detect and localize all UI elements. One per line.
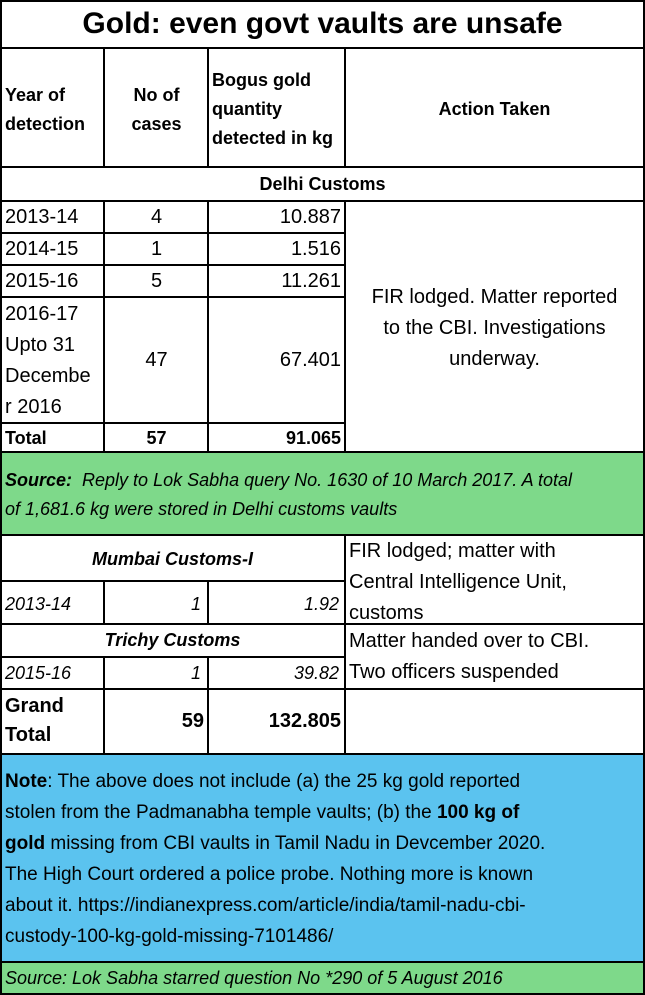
- rule: [0, 200, 645, 202]
- delhi-row-year: 2015-16: [5, 270, 79, 292]
- mumbai-row-year: 2013-14: [5, 594, 72, 614]
- delhi-row-cases: 5: [150, 270, 163, 292]
- rule: [0, 753, 645, 755]
- rule: [0, 232, 345, 234]
- delhi-row-year: 2013-14: [5, 206, 79, 228]
- note-line: The High Court ordered a police probe. Nothing more is known: [5, 864, 534, 885]
- action-line: Central Intelligence Unit,: [349, 571, 567, 593]
- grand-total-cases: 59: [181, 710, 204, 732]
- note-url-line[interactable]: about it. https://indianexpress.com/article/india/tamil-nadu-cbi-: [5, 895, 526, 916]
- grand-total-line: Grand: [5, 695, 64, 717]
- header-qty-line: detected in kg: [212, 128, 334, 148]
- delhi-total-label: Total: [5, 428, 47, 448]
- trichy-row-qty: 39.82: [293, 663, 339, 683]
- header-qty-line: Bogus gold: [212, 70, 311, 90]
- trichy-row-cases: 1: [190, 663, 201, 683]
- source1-line: Reply to Lok Sabha query No. 1630 of 10 March 2017. A total: [72, 470, 573, 490]
- delhi-row-qty: 1.516: [290, 238, 341, 260]
- note-line: stolen from the Padmanabha temple vaults; (b) the: [5, 802, 437, 823]
- source1-line: of 1,681.6 kg were stored in Delhi customs vaults: [5, 499, 398, 519]
- rule: [0, 656, 345, 658]
- rule: [0, 296, 345, 298]
- rule: [0, 264, 345, 266]
- note-line: : The above does not include (a) the 25 kg gold reported: [47, 771, 521, 792]
- delhi-row-year: 2014-15: [5, 238, 79, 260]
- delhi-row-qty: 67.401: [279, 349, 341, 371]
- mumbai-heading: Mumbai Customs-I: [91, 549, 253, 569]
- source1-text: [5, 466, 572, 524]
- delhi-total-cases: 57: [146, 428, 167, 448]
- note-emphasis: gold: [5, 833, 46, 854]
- trichy-action: [349, 626, 589, 688]
- header-cases: [105, 81, 208, 139]
- mumbai-action: [349, 536, 567, 629]
- note-text: [5, 766, 545, 952]
- header-qty-line: quantity: [212, 99, 282, 119]
- delhi-row-year: [5, 299, 91, 423]
- action-line: Two officers suspended: [349, 661, 559, 683]
- note-label: Note: [5, 771, 48, 792]
- note-url-line[interactable]: custody-100-kg-gold-missing-7101486/: [5, 926, 334, 947]
- delhi-heading: Delhi Customs: [259, 174, 386, 194]
- note-line: missing from CBI vaults in Tamil Nadu in Devcember 2020.: [45, 833, 546, 854]
- header-cases-line: cases: [131, 114, 182, 134]
- action-line: underway.: [449, 348, 540, 370]
- source2-text: Source: Lok Sabha starred question No *290 of 5 August 2016: [5, 968, 503, 988]
- rule: [0, 688, 645, 690]
- action-line: FIR lodged. Matter reported: [371, 286, 618, 308]
- delhi-total-qty: 91.065: [285, 428, 341, 448]
- rule: [0, 166, 645, 168]
- delhi-row-cases: 1: [150, 238, 163, 260]
- grand-total-qty: 132.805: [268, 710, 341, 732]
- rule: [0, 961, 645, 963]
- trichy-row-year: 2015-16: [5, 663, 72, 683]
- delhi-row-cases: 4: [150, 206, 163, 228]
- action-line: to the CBI. Investigations: [383, 317, 606, 339]
- action-line: FIR lodged; matter with: [349, 540, 556, 562]
- mumbai-row-qty: 1.92: [303, 594, 339, 614]
- rule: [0, 580, 345, 582]
- header-year-line: Year of: [5, 85, 66, 105]
- year-line: Upto 31: [5, 334, 76, 356]
- delhi-action: [346, 282, 643, 375]
- page-title: Gold: even govt vaults are unsafe: [82, 7, 563, 40]
- year-line: r 2016: [5, 396, 62, 418]
- source1-label: Source:: [5, 470, 73, 490]
- delhi-row-qty: 10.887: [279, 206, 341, 228]
- header-year: [5, 81, 85, 139]
- header-qty: [212, 66, 333, 153]
- delhi-row-cases: 47: [145, 349, 168, 371]
- year-line: Decembe: [5, 365, 91, 387]
- rule: [0, 47, 645, 49]
- delhi-row-qty: 11.261: [281, 270, 341, 292]
- trichy-heading: Trichy Customs: [104, 630, 241, 650]
- note-emphasis: 100 kg of: [436, 802, 520, 823]
- header-action: Action Taken: [438, 99, 551, 119]
- header-year-line: detection: [5, 114, 86, 134]
- mumbai-row-cases: 1: [190, 594, 201, 614]
- action-line: Matter handed over to CBI.: [349, 630, 590, 652]
- grand-total-label: [5, 692, 64, 750]
- action-line: customs: [349, 602, 424, 624]
- grand-total-line: Total: [5, 724, 52, 746]
- year-line: 2016-17: [5, 303, 79, 325]
- header-cases-line: No of: [133, 85, 180, 105]
